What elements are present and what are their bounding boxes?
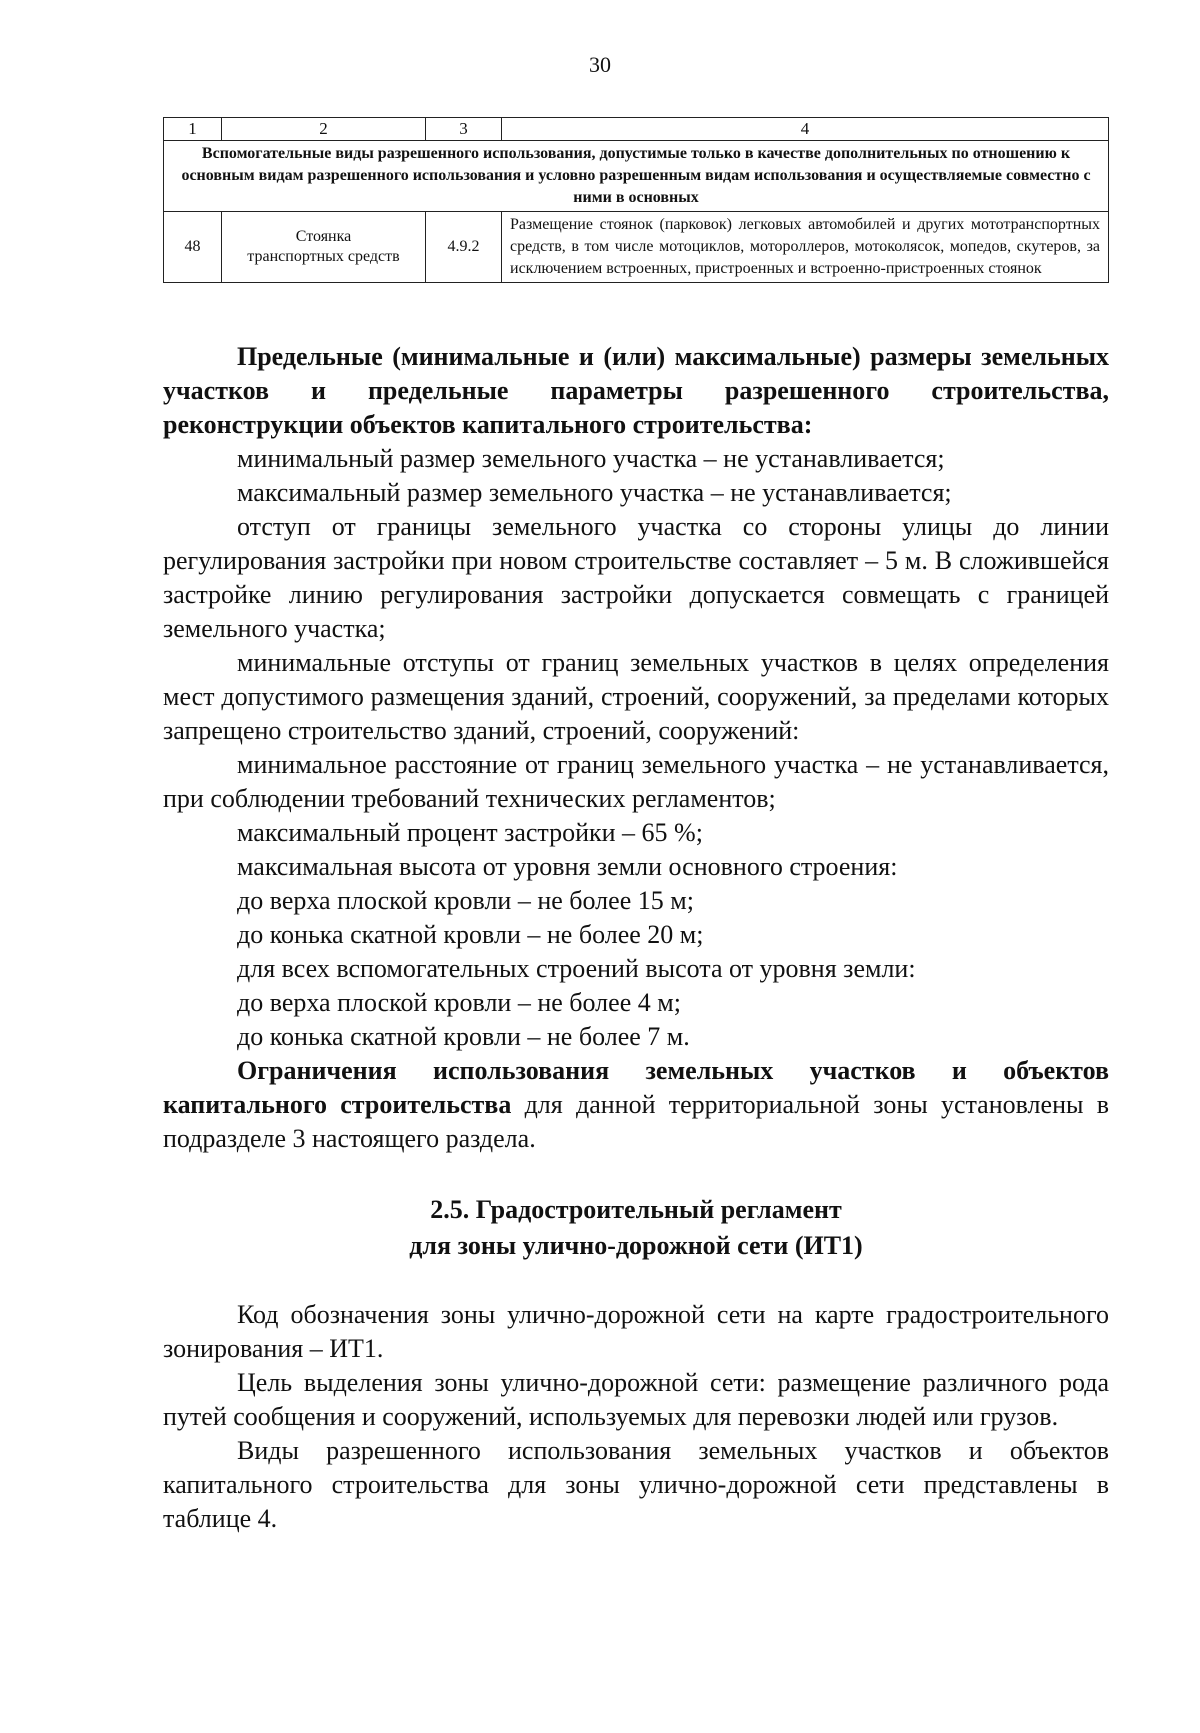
restrictions-bold: Ограничения использования земельных участков и объектов капитального строительства bbox=[163, 1056, 1109, 1119]
limits-item: для всех вспомогательных строений высота от уровня земли: bbox=[237, 954, 916, 983]
section-heading-line2: для зоны улично-дорожной сети (ИТ1) bbox=[409, 1231, 863, 1260]
land-use-table bbox=[163, 117, 1109, 283]
limits-item: отступ от границы земельного участка со стороны улицы до линии регулирования застройки при новом строительстве составляет – 5 м. В сложившейся застройке линию регулирования застройки допускается совмещать с границей земельного участка; bbox=[163, 512, 1109, 643]
limits-item: до верха плоской кровли – не более 4 м; bbox=[237, 988, 681, 1017]
limits-title: Предельные (минимальные и (или) максимальные) размеры земельных участков и предельные параметры разрешенного строительства, реконструкции объектов капитального строительства: bbox=[163, 342, 1109, 439]
limits-item: до конька скатной кровли – не более 20 м; bbox=[237, 920, 704, 949]
page-number: 30 bbox=[589, 52, 611, 77]
table-header-cell: 2 bbox=[222, 118, 426, 141]
limits-item: максимальный размер земельного участка – не устанавливается; bbox=[237, 478, 952, 507]
section-paragraph: Цель выделения зоны улично-дорожной сети: размещение различного рода путей сообщения и сооружений, используемых для перевозки людей или грузов. bbox=[163, 1368, 1109, 1431]
limits-item: минимальный размер земельного участка – не устанавливается; bbox=[237, 444, 945, 473]
table-header-cell: 4 bbox=[502, 118, 1109, 141]
row-number: 48 bbox=[164, 212, 222, 283]
row-name: Стоянка транспортных средств bbox=[222, 212, 426, 283]
document-body bbox=[163, 340, 1109, 1536]
limits-item: до конька скатной кровли – не более 7 м. bbox=[237, 1022, 690, 1051]
table-section-title: Вспомогательные виды разрешенного использования, допустимые только в качестве дополнительных по отношению к основным видам разрешенного использования и условно разрешенным видам использования и осуществляемые совместно с ними в основных bbox=[164, 141, 1109, 212]
table-header-cell: 1 bbox=[164, 118, 222, 141]
table-header-row bbox=[164, 118, 1109, 141]
section-heading bbox=[163, 1192, 1109, 1264]
section-heading-line1: 2.5. Градостроительный регламент bbox=[430, 1195, 842, 1224]
row-code: 4.9.2 bbox=[426, 212, 502, 283]
table-section-row bbox=[164, 141, 1109, 212]
limits-item: максимальная высота от уровня земли основного строения: bbox=[237, 852, 898, 881]
limits-item: максимальный процент застройки – 65 %; bbox=[237, 818, 703, 847]
table-row bbox=[164, 212, 1109, 283]
section-paragraph: Виды разрешенного использования земельных участков и объектов капитального строительства для зоны улично-дорожной сети представлены в таблице 4. bbox=[163, 1436, 1109, 1533]
limits-item: минимальное расстояние от границ земельного участка – не устанавливается, при соблюдении требований технических регламентов; bbox=[163, 750, 1109, 813]
limits-item: минимальные отступы от границ земельных участков в целях определения мест допустимого размещения зданий, строений, сооружений, за пределами которых запрещено строительство зданий, строений, сооружений: bbox=[163, 648, 1109, 745]
restrictions-rest: для данной территориальной зоны установлены в подразделе 3 настоящего раздела. bbox=[163, 1090, 1109, 1153]
restrictions-paragraph bbox=[163, 1054, 1109, 1156]
limits-item: до верха плоской кровли – не более 15 м; bbox=[237, 886, 694, 915]
row-description: Размещение стоянок (парковок) легковых автомобилей и других мототранспортных средств, в том числе мотоциклов, мотороллеров, мотоколясок, мопедов, скутеров, за исключением встроенных, пристроенных и встроенно-пристроенных стоянок bbox=[502, 212, 1109, 283]
section-paragraph: Код обозначения зоны улично-дорожной сети на карте градостроительного зонирования – ИТ1. bbox=[163, 1300, 1109, 1363]
table-header-cell: 3 bbox=[426, 118, 502, 141]
